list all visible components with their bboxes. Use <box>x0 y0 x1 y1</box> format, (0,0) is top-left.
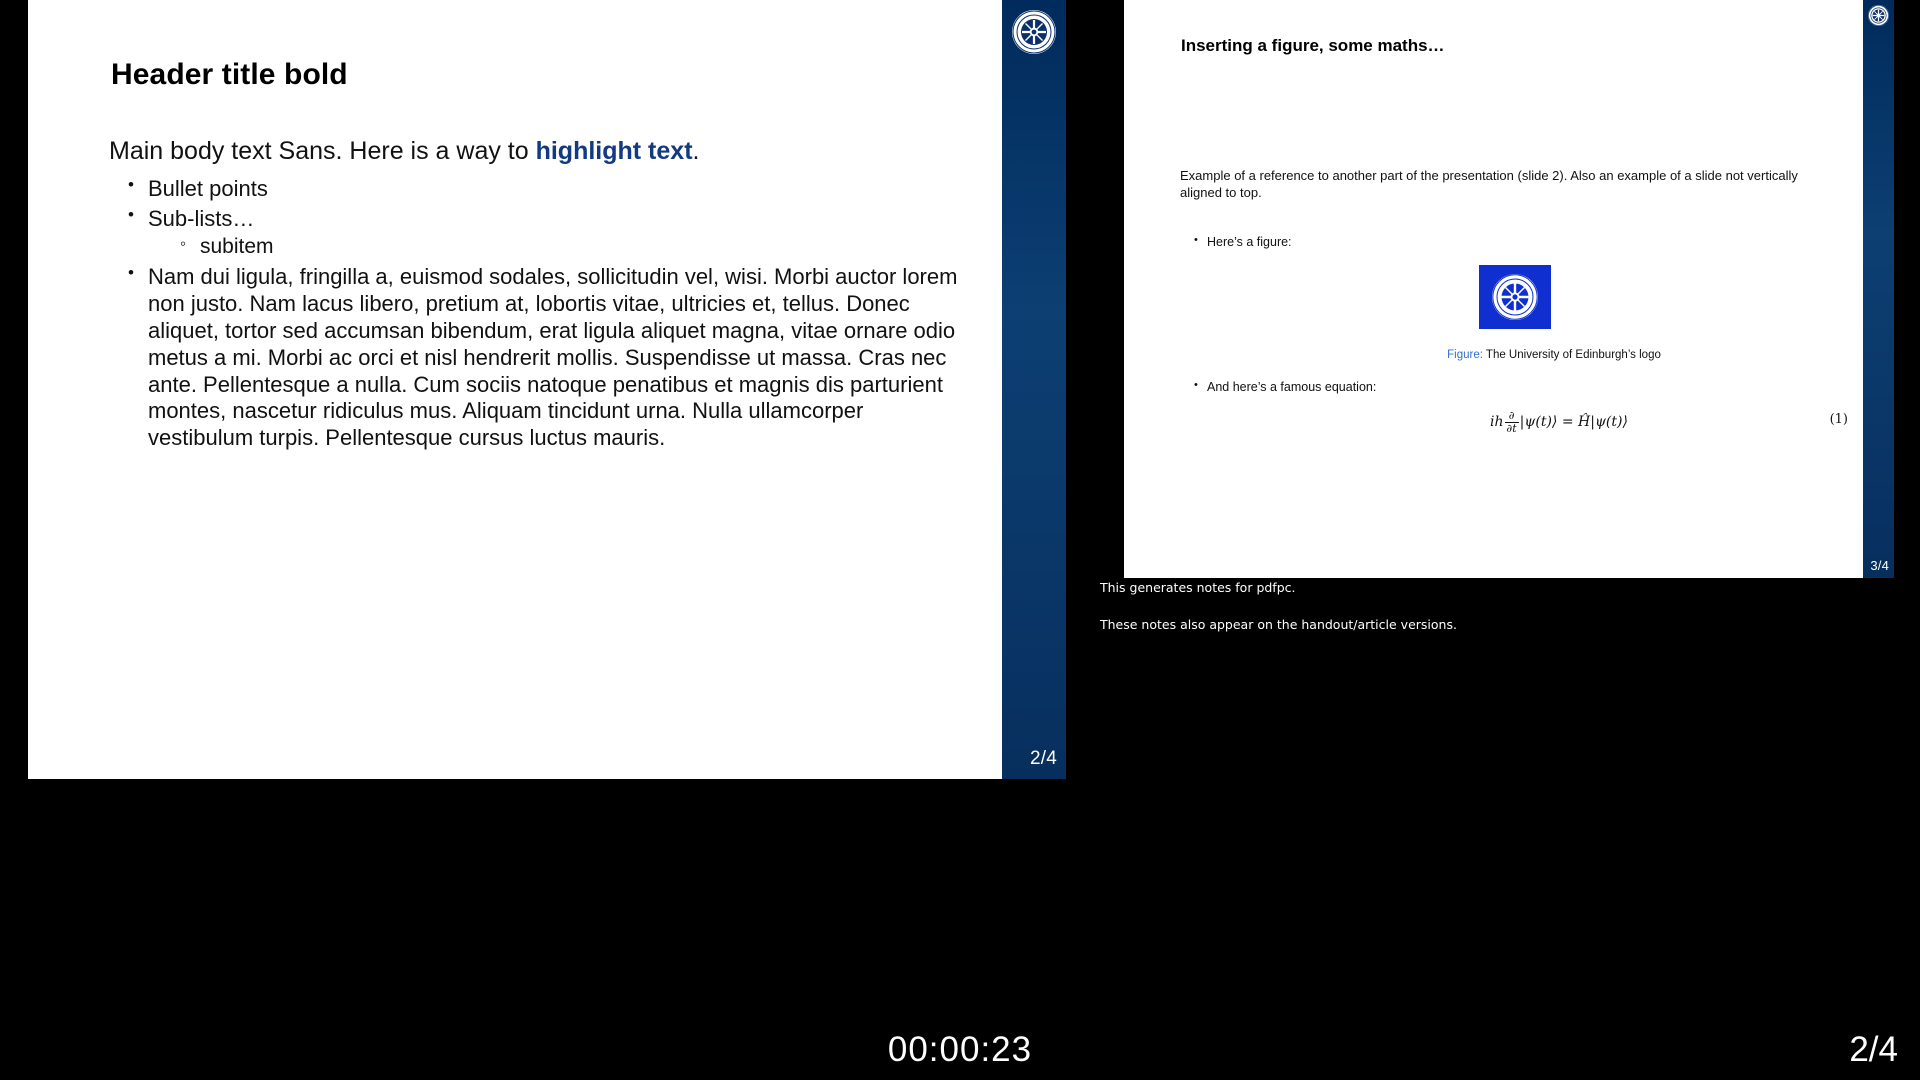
university-of-edinburgh-logo-icon <box>1486 271 1544 323</box>
note-paragraph: This generates notes for pdfpc. <box>1100 580 1296 595</box>
current-slide[interactable] <box>28 0 1066 779</box>
bullet-text: Sub-lists… <box>148 206 255 232</box>
next-slide-paragraph: Example of a reference to another part of the presentation (slide 2). Also an example of a slide not vertically aligned to top. <box>1180 168 1798 200</box>
bullet-text: Bullet points <box>148 176 268 201</box>
current-slide-bullet-list <box>124 176 964 456</box>
speaker-notes[interactable] <box>1100 580 1890 654</box>
paragraph-highlight: highlight text <box>535 137 693 165</box>
university-of-edinburgh-crest-icon <box>1012 10 1056 54</box>
paragraph-prefix: Main body text Sans. Here is a way to <box>109 137 536 165</box>
figure-image <box>1479 265 1551 329</box>
paragraph-suffix: . <box>692 137 700 165</box>
figure-caption <box>1344 349 1764 361</box>
next-slide-preview[interactable] <box>1124 0 1894 578</box>
current-slide-sidebar <box>1002 0 1066 779</box>
list-item <box>1192 235 1842 249</box>
current-slide-content <box>28 0 1002 779</box>
figure-caption-text: The University of Edinburgh’s logo <box>1485 349 1661 361</box>
equation-equals: = <box>1561 414 1574 431</box>
sub-bullet-list <box>148 235 964 260</box>
current-slide-page-number: 2/4 <box>1029 748 1057 769</box>
equation-ket-1: |ψ(t)⟩ <box>1519 414 1558 431</box>
equation-bullet: • And here’s a famous equation: <box>1192 380 1376 394</box>
next-slide-title: Inserting a figure, some maths… <box>1181 36 1445 55</box>
next-slide-sidebar <box>1863 0 1894 578</box>
equation-fraction <box>1505 410 1519 434</box>
current-slide-title: Header title bold <box>111 58 348 91</box>
equation-display <box>1394 410 1724 434</box>
list-item <box>124 206 964 260</box>
subbullet-text: subitem <box>200 235 274 259</box>
equation-const: ih <box>1490 414 1504 431</box>
figure-caption-label: Figure: <box>1447 349 1483 361</box>
current-slide-paragraph <box>109 137 969 166</box>
presentation-timer[interactable]: 00:00:23 <box>887 1030 1033 1069</box>
bullet-text: Nam dui ligula, fringilla a, euismod sodales, sollicitudin vel, wisi. Morbi auctor lorem non justo. Nam lacus libero, pretium at, lobortis vitae, ultricies et, tellus. Donec aliquet, tortor sed accumsan bibendum, erat ligula aliquet magna, vitae ornare odio metus a mi. Morbi ac orci et nisl hendrerit mollis. Suspendisse ut massa. Cras nec ante. Pellentesque a nulla. Cum sociis natoque penatibus et magnis dis parturient montes, nascetur ridiculus mus. Aliquam tincidunt urna. Nulla ullamcorper vestibulum turpis. Pellentesque cursus luctus mauris. <box>148 264 958 451</box>
equation-ket-2: |ψ(t)⟩ <box>1590 414 1628 431</box>
list-item <box>124 176 964 202</box>
next-slide-page-number: 3/4 <box>1870 558 1889 573</box>
fraction-denominator: ∂t <box>1506 421 1517 435</box>
list-item <box>178 235 964 260</box>
university-of-edinburgh-crest-icon <box>1868 5 1889 26</box>
next-slide-bullet-list <box>1192 235 1842 249</box>
slide-counter: 2/4 <box>1849 1030 1898 1069</box>
bullet-text: Here’s a figure: <box>1207 235 1292 249</box>
list-item <box>124 264 964 452</box>
equation-operator: Ĥ <box>1578 414 1591 431</box>
note-paragraph: These notes also appear on the handout/article versions. <box>1100 617 1457 632</box>
fraction-numerator: ∂ <box>1505 410 1519 423</box>
equation-number: (1) <box>1829 412 1848 427</box>
